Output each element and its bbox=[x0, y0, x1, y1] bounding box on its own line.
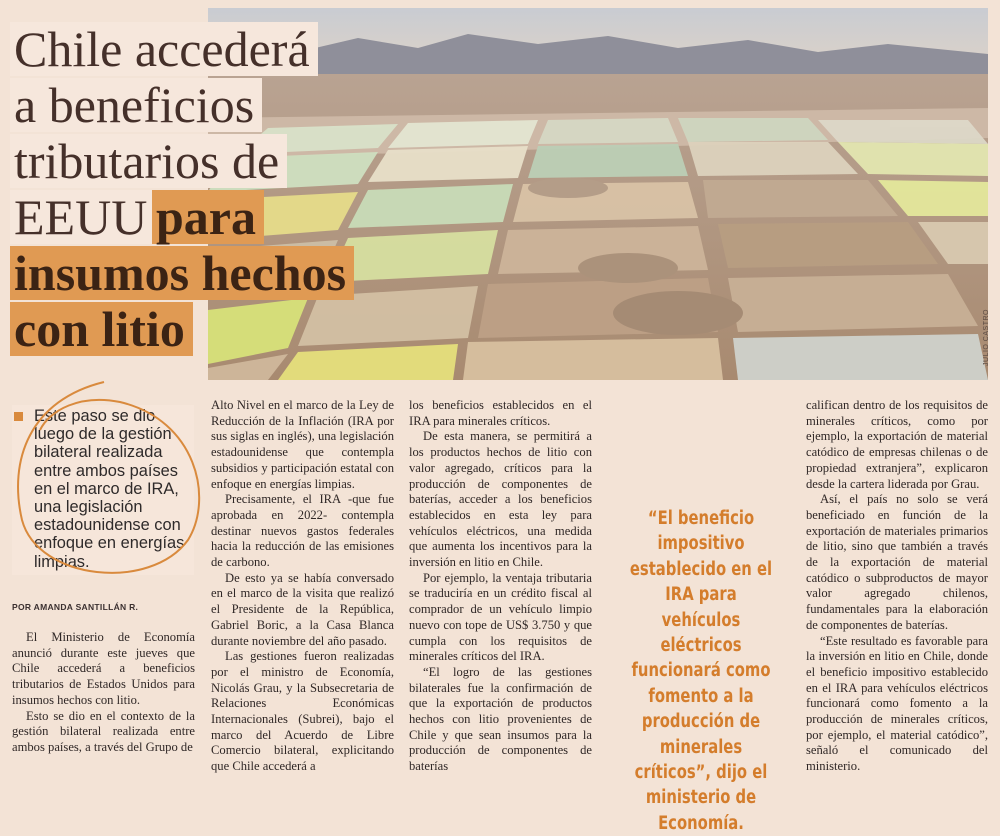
photo-credit: JULIO CASTRO bbox=[982, 309, 990, 366]
paragraph: De esta manera, se permitirá a los productos hechos de litio con valor agregado, críticos para la producción de componentes de baterías, acceder a los beneficios establecidos en esta ley para vehículos eléctricos, una medida que aumenta los incentivos para la inversión en litio en Chile. bbox=[409, 429, 592, 570]
byline: POR AMANDA SANTILLÁN R. bbox=[12, 602, 139, 612]
headline-line-6: con litio bbox=[10, 302, 193, 356]
paragraph: Precisamente, el IRA -que fue aprobada en 2022- contempla destinar nuevos gastos federales hacia la reducción de las emisiones de carbono. bbox=[211, 492, 394, 570]
paragraph: Alto Nivel en el marco de la Ley de Reducción de la Inflación (IRA por sus siglas en inglés), una legislación estadounidense que contempla subsidios y participación estatal con enfoque en energías limpias. bbox=[211, 398, 394, 491]
paragraph: Esto se dio en el contexto de la gestión bilateral realizada entre ambos países, a través del Grupo de bbox=[12, 708, 195, 754]
paragraph: Por ejemplo, la ventaja tributaria se traduciría en un crédito fiscal al comprador de un vehículo limpio nuevo con tope de US$ 3.750 y que cumpla con los requisitos de minerales críticos del IRA. bbox=[409, 570, 592, 664]
paragraph: califican dentro de los requisitos de minerales críticos, como por ejemplo, la exportación de material catódico de empresas chilenas o de propiedad extranjera”, explicaron desde la cartera liderada por Grau. bbox=[806, 398, 988, 491]
paragraph: “Este resultado es favorable para la inversión en litio en Chile, donde el beneficio impositivo establecido en el IRA para vehículos eléctricos funcionará como fomento a la producción de minerales críticos, por ejemplo, el material catódico”, señaló el comunicado del ministerio. bbox=[806, 633, 988, 774]
lead-text: Este paso se dio luego de la gestión bilateral realizada entre ambos países en el marco de IRA, una legislación estadounidense con enfoque en energías limpias. bbox=[34, 407, 185, 571]
column-3 bbox=[409, 398, 592, 775]
salar-photo bbox=[208, 8, 988, 380]
headline-line-3: tributarios de bbox=[10, 134, 287, 188]
headline-line-5: insumos hechos bbox=[10, 246, 354, 300]
paragraph: El Ministerio de Economía anunció durante este jueves que Chile accederá a beneficios tributarios de Estados Unidos para insumos hechos con litio. bbox=[12, 630, 195, 707]
paragraph: “El logro de las gestiones bilaterales fue la confirmación de que la exportación de productos hechos con litio provenientes de Chile y que sean insumos para la producción de componentes de baterías bbox=[409, 664, 592, 774]
headline-line-1: Chile accederá bbox=[10, 22, 318, 76]
column-1 bbox=[12, 630, 195, 756]
paragraph: Las gestiones fueron realizadas por el ministro de Economía, Nicolás Grau, y la Subsecretaria de Relaciones Económicas Internacionales (Subrei), bajo el marco del Acuerdo de Libre Comercio bilateral, explicitando que Chile accederá a bbox=[211, 649, 394, 774]
bullet-square-icon bbox=[14, 412, 23, 421]
headline-line-4b: para bbox=[152, 190, 264, 244]
pull-quote: “El beneficio impositivo establecido en el IRA para vehículos eléctricos funcionará como fomento a la producción de minerales críticos”, dijo el ministerio de Economía. bbox=[629, 508, 773, 834]
column-5 bbox=[806, 398, 988, 775]
paragraph: los beneficios establecidos en el IRA para minerales críticos. bbox=[409, 398, 592, 428]
headline-line-2: a beneficios bbox=[10, 78, 262, 132]
column-2 bbox=[211, 398, 394, 775]
paragraph: De esto ya se había conversado en el marco de la visita que realizó el Presidente de la República, Gabriel Boric, a la Casa Blanca durante noviembre del año pasado. bbox=[211, 570, 394, 648]
paragraph: Así, el país no solo se verá beneficiado en función de la exportación de materiales primarios de litio, sino que también a través de la exportación de material catódico o subproductos de mayor valor agregado chilenos, fundamentales para la elaboración de componentes de baterías. bbox=[806, 492, 988, 632]
lead-box bbox=[12, 405, 194, 575]
headline-line-4a: EEUU bbox=[10, 190, 153, 244]
